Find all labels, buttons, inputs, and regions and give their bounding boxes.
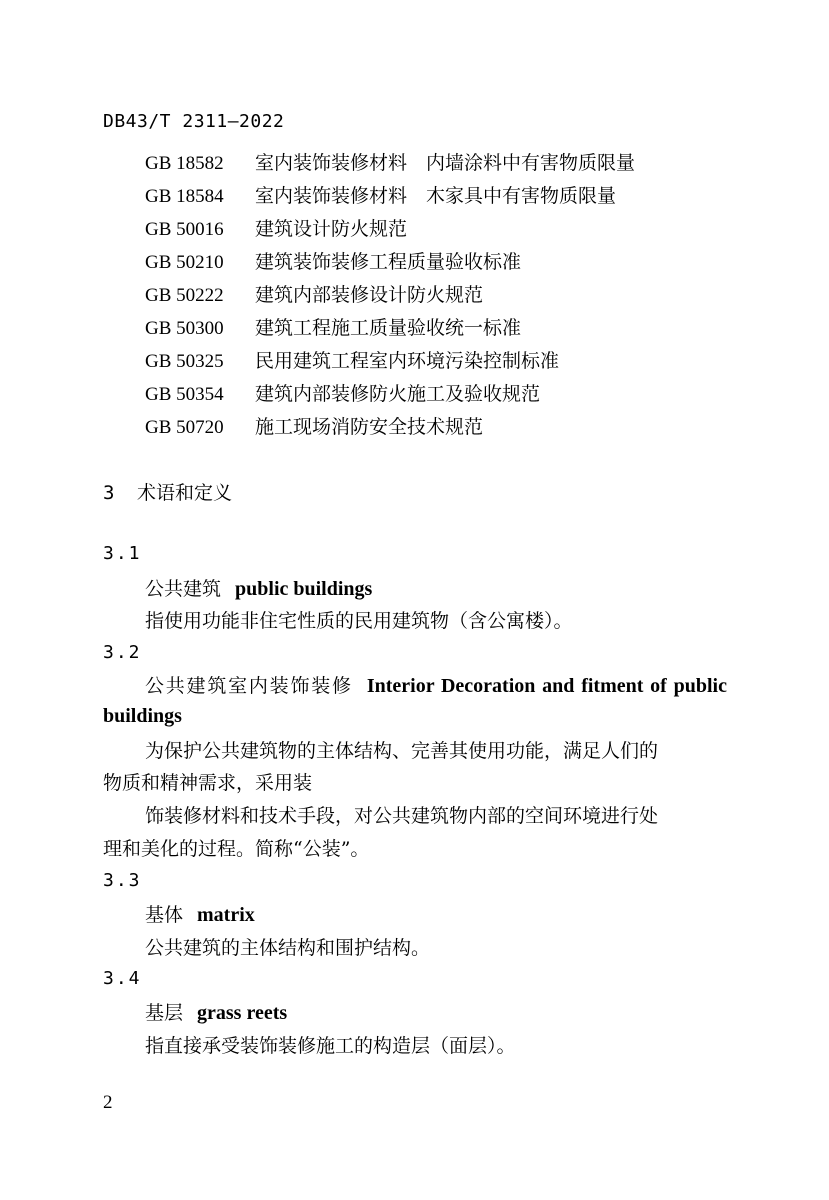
term-title-en: grass reets bbox=[197, 1002, 288, 1024]
term-definition: 公共建筑的主体结构和围护结构。 bbox=[145, 937, 431, 959]
reference-item bbox=[145, 180, 635, 213]
term-title-zh: 基层 bbox=[145, 1002, 184, 1024]
term-title bbox=[145, 998, 287, 1025]
reference-item bbox=[145, 378, 635, 411]
term-definition: 指直接承受装饰装修施工的构造层（面层）。 bbox=[145, 1035, 516, 1057]
reference-item bbox=[145, 279, 635, 312]
reference-item bbox=[145, 312, 635, 345]
section-heading bbox=[103, 478, 232, 505]
reference-code: GB 50354 bbox=[145, 384, 224, 405]
reference-title: 建筑装饰装修工程质量验收标准 bbox=[255, 251, 522, 273]
term-definition: 指使用功能非住宅性质的民用建筑物（含公寓楼）。 bbox=[145, 610, 573, 632]
reference-code: GB 50016 bbox=[145, 219, 224, 240]
reference-code: GB 50325 bbox=[145, 351, 224, 372]
reference-title: 施工现场消防安全技术规范 bbox=[255, 416, 484, 438]
reference-title: 室内装饰装修材料 内墙涂料中有害物质限量 bbox=[255, 152, 636, 174]
term-title bbox=[103, 671, 727, 731]
term-title-en: public buildings bbox=[235, 578, 373, 600]
reference-item bbox=[145, 246, 635, 279]
reference-title: 建筑工程施工质量验收统一标准 bbox=[255, 317, 522, 339]
reference-item bbox=[145, 147, 635, 180]
term-definition: 物质和精神需求，采用装 bbox=[103, 772, 313, 794]
term-number: 3.2 bbox=[103, 642, 142, 663]
reference-item bbox=[145, 345, 635, 378]
reference-title: 建筑设计防火规范 bbox=[255, 218, 408, 240]
reference-title: 民用建筑工程室内环境污染控制标准 bbox=[255, 350, 560, 372]
reference-item bbox=[145, 411, 635, 444]
term-number: 3.3 bbox=[103, 870, 142, 891]
term-definition: 为保护公共建筑物的主体结构、完善其使用功能，满足人们的 bbox=[145, 740, 659, 762]
reference-code: GB 50300 bbox=[145, 318, 224, 339]
term-title-zh: 基体 bbox=[145, 904, 184, 926]
page-number: 2 bbox=[103, 1092, 113, 1113]
reference-title: 室内装饰装修材料 木家具中有害物质限量 bbox=[255, 185, 617, 207]
term-number: 3.4 bbox=[103, 968, 142, 989]
reference-item bbox=[145, 213, 635, 246]
section-number: 3 bbox=[103, 482, 115, 504]
term-definition: 理和美化的过程。简称“公装”。 bbox=[103, 838, 370, 860]
document-number: DB43/T 2311—2022 bbox=[103, 111, 285, 132]
term-title bbox=[145, 574, 372, 601]
section-title: 术语和定义 bbox=[137, 482, 233, 504]
term-number: 3.1 bbox=[103, 543, 142, 564]
reference-code: GB 50222 bbox=[145, 285, 224, 306]
term-title-zh: 公共建筑室内装饰装修 bbox=[145, 675, 353, 697]
term-title-zh: 公共建筑 bbox=[145, 578, 222, 600]
reference-code: GB 50210 bbox=[145, 252, 224, 273]
normative-references-list bbox=[145, 147, 635, 444]
reference-code: GB 50720 bbox=[145, 417, 224, 438]
term-title-en: matrix bbox=[197, 904, 255, 926]
term-title-en: Interior Decoration and fitment of public buildings bbox=[103, 675, 727, 727]
reference-code: GB 18582 bbox=[145, 153, 224, 174]
reference-title: 建筑内部装修设计防火规范 bbox=[255, 284, 484, 306]
reference-code: GB 18584 bbox=[145, 186, 224, 207]
reference-title: 建筑内部装修防火施工及验收规范 bbox=[255, 383, 541, 405]
term-title bbox=[145, 900, 255, 927]
term-definition: 饰装修材料和技术手段，对公共建筑物内部的空间环境进行处 bbox=[145, 805, 659, 827]
